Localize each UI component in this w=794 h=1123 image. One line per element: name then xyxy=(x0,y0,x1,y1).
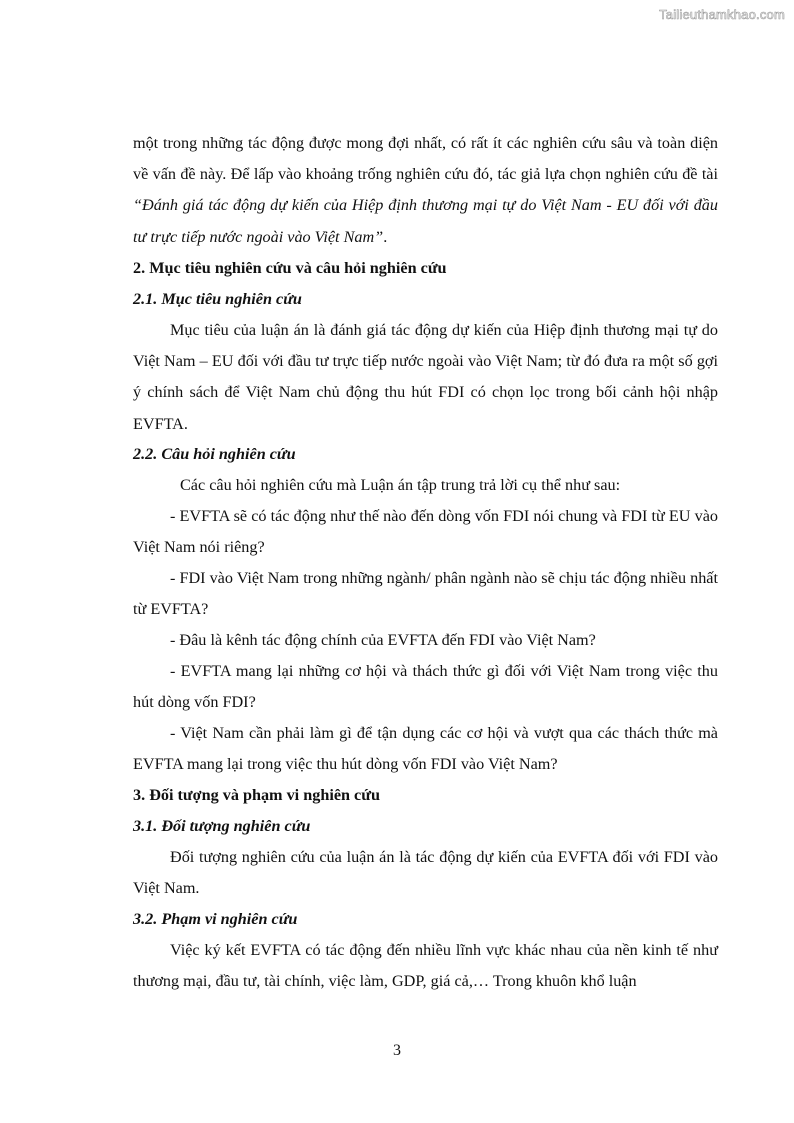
research-question-4: - EVFTA mang lại những cơ hội và thách thức gì đối với Việt Nam trong việc thu hút dòng vốn FDI? xyxy=(133,662,718,712)
section-3-1-paragraph: Đối tượng nghiên cứu của luận án là tác động dự kiến của EVFTA đối với FDI vào Việt Nam. xyxy=(133,848,718,898)
intro-text: một trong những tác động được mong đợi nhất, có rất ít các nghiên cứu sâu và toàn diện về vấn đề này. Để lấp vào khoảng trống nghiên cứu đó, tác giả lựa chọn nghiên cứu đề tài xyxy=(133,134,718,184)
section-3-heading: 3. Đối tượng và phạm vi nghiên cứu xyxy=(133,786,380,804)
section-2-1-heading: 2.1. Mục tiêu nghiên cứu xyxy=(133,290,302,308)
page-number: 3 xyxy=(393,1042,401,1059)
intro-end: . xyxy=(383,227,388,246)
intro-paragraph xyxy=(133,128,718,253)
section-2-2-heading: 2.2. Câu hỏi nghiên cứu xyxy=(133,445,296,463)
research-question-2: - FDI vào Việt Nam trong những ngành/ phân ngành nào sẽ chịu tác động nhiều nhất từ EVFTA? xyxy=(133,569,718,619)
research-question-1: - EVFTA sẽ có tác động như thế nào đến dòng vốn FDI nói chung và FDI từ EU vào Việt Nam nói riêng? xyxy=(133,507,718,557)
thesis-title: “Đánh giá tác động dự kiến của Hiệp định thương mại tự do Việt Nam - EU đối với đầu tư trực tiếp nước ngoài vào Việt Nam” xyxy=(133,196,718,246)
section-2-2-intro: Các câu hỏi nghiên cứu mà Luận án tập trung trả lời cụ thể như sau: xyxy=(180,476,621,494)
section-2-heading: 2. Mục tiêu nghiên cứu và câu hỏi nghiên cứu xyxy=(133,259,447,277)
watermark: Tailieuthamkhao.com xyxy=(659,7,785,22)
research-question-5: - Việt Nam cần phải làm gì để tận dụng các cơ hội và vượt qua các thách thức mà EVFTA mang lại trong việc thu hút dòng vốn FDI vào Việt Nam? xyxy=(133,724,718,774)
section-3-1-heading: 3.1. Đối tượng nghiên cứu xyxy=(133,817,311,835)
research-question-3: - Đâu là kênh tác động chính của EVFTA đến FDI vào Việt Nam? xyxy=(170,631,596,649)
section-3-2-paragraph: Việc ký kết EVFTA có tác động đến nhiều lĩnh vực khác nhau của nền kinh tế như thương mại, đầu tư, tài chính, việc làm, GDP, giá cả,… Trong khuôn khổ luận xyxy=(133,941,718,991)
section-3-2-heading: 3.2. Phạm vi nghiên cứu xyxy=(133,910,298,928)
section-2-1-paragraph: Mục tiêu của luận án là đánh giá tác động dự kiến của Hiệp định thương mại tự do Việt Nam – EU đối với đầu tư trực tiếp nước ngoài vào Việt Nam; từ đó đưa ra một số gợi ý chính sách để Việt Nam chủ động thu hút FDI có chọn lọc trong bối cảnh hội nhập EVFTA. xyxy=(133,321,718,433)
